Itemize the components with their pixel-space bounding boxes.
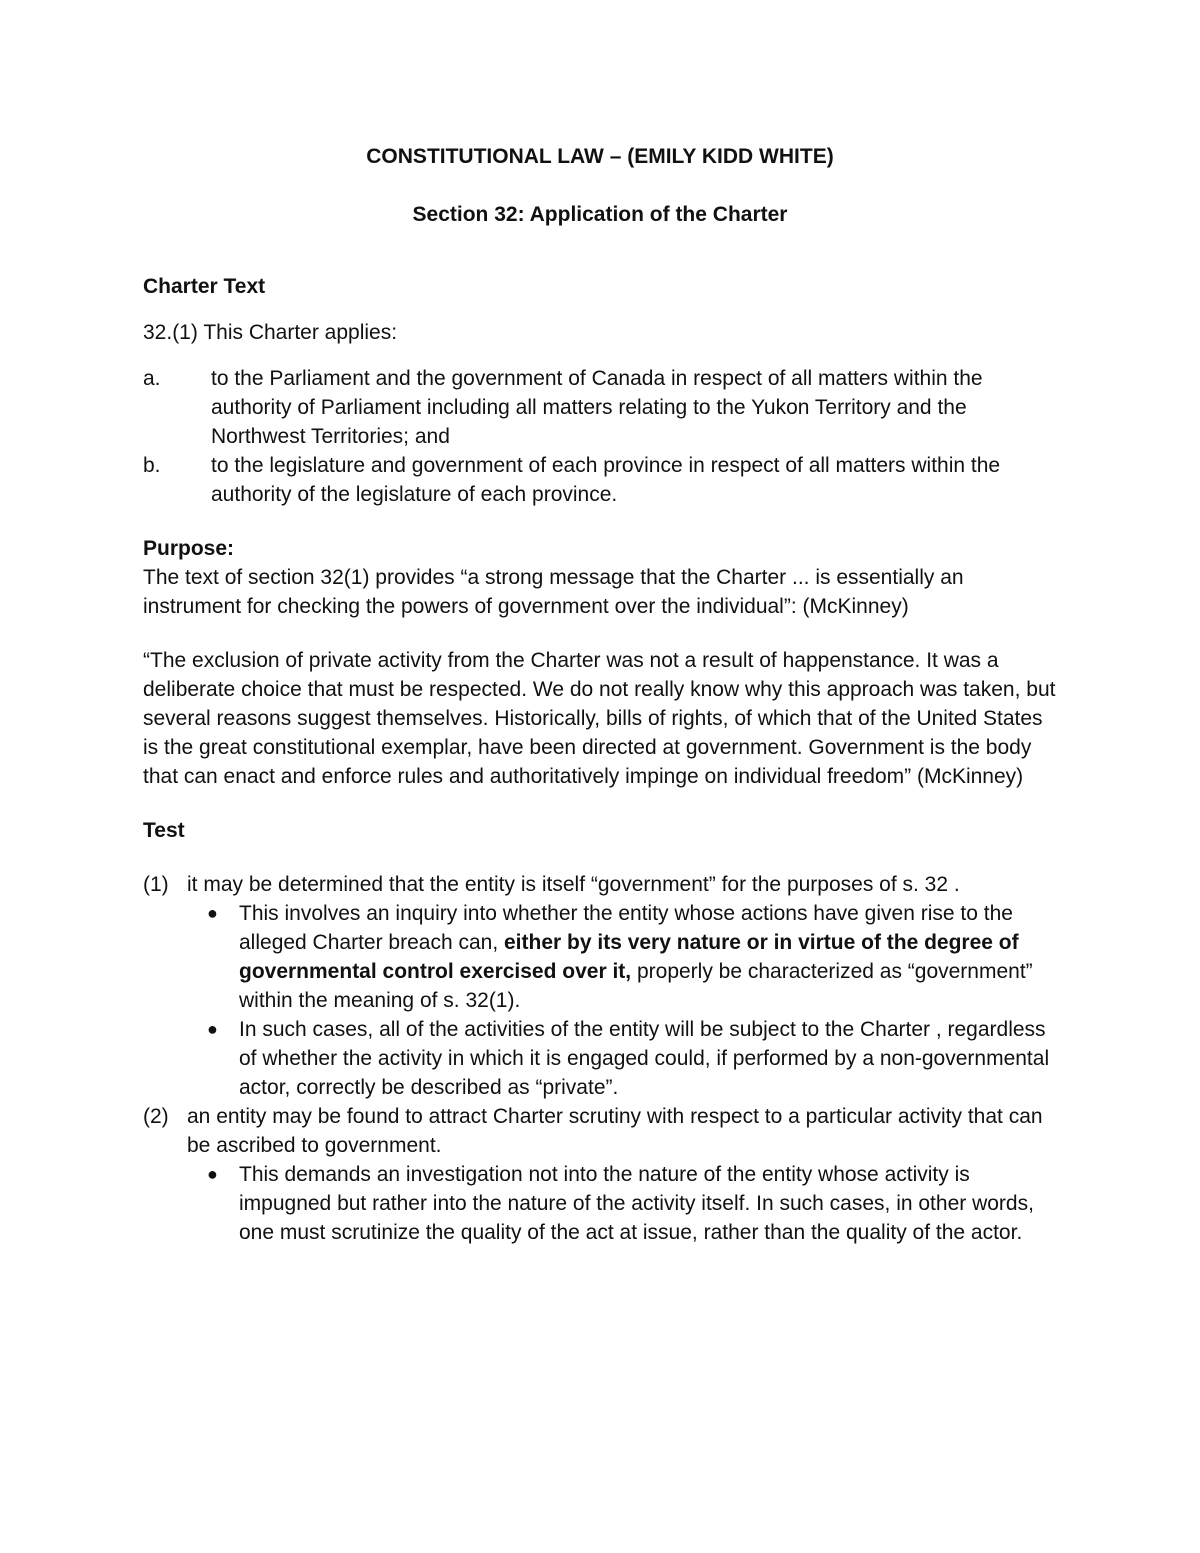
bullet-text: This involves an inquiry into whether the entity whose actions have given rise to the alleged Charter breach can, [239, 902, 1013, 954]
list-item-text: an entity may be found to attract Charter scrutiny with respect to a particular activity that can be ascribed to government. [187, 1105, 1043, 1157]
list-marker: (2) [143, 1105, 169, 1128]
document-body [143, 272, 1063, 1247]
test-heading: Test [143, 819, 185, 842]
bullet-text: In such cases, all of the activities of the entity will be subject to the Charter , regardless of whether the activity in which it is engaged could, if performed by a non-governmental actor, correctly be described as “private”. [239, 1018, 1050, 1099]
charter-list [143, 364, 1063, 509]
bullet-icon: ● [207, 1164, 218, 1184]
document-subtitle: Section 32: Application of the Charter [412, 203, 788, 226]
list-item [143, 870, 1063, 1102]
purpose-paragraph-1: The text of section 32(1) provides “a strong message that the Charter ... is essentially an instrument for checking the powers of government over the individual”: (McKinney) [143, 566, 964, 618]
list-marker: (1) [143, 873, 169, 896]
list-item [143, 364, 1063, 451]
charter-text-heading: Charter Text [143, 275, 266, 298]
bullet-item [143, 1160, 1063, 1247]
list-item-text: to the legislature and government of each province in respect of all matters within the authority of the legislature of each province. [211, 454, 1001, 506]
bullet-text: properly be characterized as “government” within the meaning of s. 32(1). [239, 960, 1033, 1012]
test-list [143, 870, 1063, 1247]
bullet-text-bold: either by its very nature or in virtue of the degree of governmental control exercised over it, [239, 931, 1019, 983]
list-item-text: to the Parliament and the government of Canada in respect of all matters within the authority of Parliament including all matters relating to the Yukon Territory and the Northwest Territories; and [211, 367, 983, 448]
list-marker: a. [143, 367, 161, 390]
bullet-list [143, 1160, 1063, 1247]
purpose-paragraph-2: “The exclusion of private activity from the Charter was not a result of happenstance. It was a deliberate choice that must be respected. We do not really know why this approach was taken, but several reasons suggest themselves. Historically, bills of rights, of which that of the United States is the great constitutional exemplar, have been directed at government. Government is the body that can enact and enforce rules and authoritatively impinge on individual freedom” (McKinney) [143, 649, 1056, 788]
list-marker: b. [143, 454, 161, 477]
bullet-icon: ● [207, 1019, 218, 1039]
bullet-list [143, 899, 1063, 1102]
list-item [143, 1102, 1063, 1247]
bullet-icon: ● [207, 903, 218, 923]
purpose-heading: Purpose: [143, 537, 235, 560]
document-title: CONSTITUTIONAL LAW – (EMILY KIDD WHITE) [366, 145, 834, 168]
charter-intro: 32.(1) This Charter applies: [143, 321, 398, 344]
list-item [143, 451, 1063, 509]
bullet-item [143, 1015, 1063, 1102]
list-item-text: it may be determined that the entity is itself “government” for the purposes of s. 32 . [187, 873, 960, 896]
bullet-item [143, 899, 1063, 1015]
bullet-text: This demands an investigation not into the nature of the entity whose activity is impugned but rather into the nature of the activity itself. In such cases, in other words, one must scrutinize the quality of the act at issue, rather than the quality of the actor. [239, 1163, 1034, 1244]
